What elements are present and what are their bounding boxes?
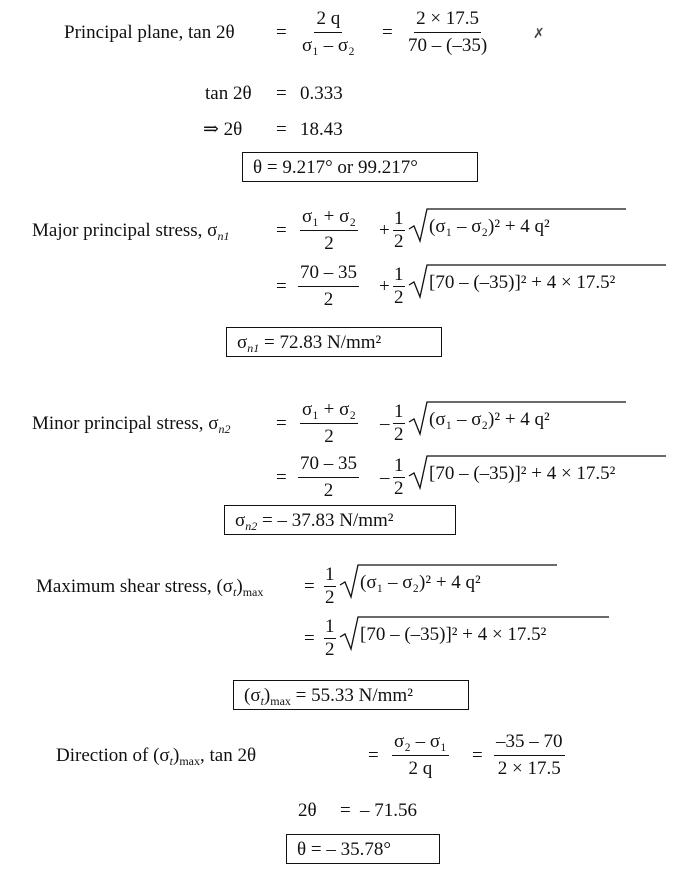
fraction-numerator: 1	[325, 616, 335, 637]
major-principal-fraction	[300, 206, 358, 255]
fraction-denominator: 2	[325, 639, 335, 660]
max-shear-line2-half	[324, 617, 336, 660]
result-symbol: (σ	[244, 685, 261, 706]
minor-principal-sqrt-icon	[407, 398, 627, 438]
result-value: = 72.83 N/mm²	[259, 332, 382, 353]
fraction-numerator: σ₁ + σ₂	[300, 206, 358, 231]
direction-equals: =	[368, 745, 379, 766]
principal-plane-label: Principal plane, tan 2θ	[64, 22, 235, 43]
fraction-numerator: 2 q	[314, 8, 342, 33]
max-shear-result-box	[233, 680, 469, 710]
minor-principal-label	[32, 413, 231, 435]
tan-line-equals: =	[276, 83, 287, 104]
radicand: (σ₁ – σ₂)² + 4 q²	[429, 409, 550, 430]
major-principal-result-box	[226, 327, 442, 357]
max-shear-sqrt-icon	[338, 561, 558, 601]
minor-principal-line2-sqrt-icon	[407, 452, 667, 492]
result-value: = 55.33 N/mm²	[290, 685, 413, 706]
result-symbol: σ	[237, 332, 248, 353]
tan-line-lhs: tan 2θ	[205, 83, 252, 104]
label-text: Minor principal stress, σ	[32, 413, 219, 434]
minor-principal-minus: –	[380, 413, 390, 434]
max-shear-equals: =	[304, 576, 315, 597]
label-close-paren: )	[173, 745, 180, 766]
fraction-numerator: 1	[325, 564, 335, 585]
label-subscript-max: max	[179, 754, 200, 768]
label-subscript-max: max	[242, 585, 264, 599]
result-value: = – 37.83 N/mm²	[257, 510, 394, 531]
direction-equals-2: =	[472, 745, 483, 766]
radicand: (σ₁ – σ₂)² + 4 q²	[429, 216, 550, 237]
fraction-denominator: 2	[394, 231, 404, 252]
major-principal-line2-fraction	[298, 262, 359, 311]
two-theta-rhs: 18.43	[300, 119, 343, 140]
result-subscript: n1	[247, 341, 260, 355]
major-principal-line2-plus: +	[379, 276, 390, 297]
tan-line-rhs: 0.333	[300, 83, 343, 104]
minor-principal-line2-half	[393, 456, 405, 499]
radicand: [70 – (–35)]² + 4 × 17.5²	[360, 624, 547, 645]
fraction-numerator: 2 × 17.5	[414, 8, 481, 33]
major-principal-line2-equals: =	[276, 276, 287, 297]
fraction-denominator: 2	[394, 287, 404, 308]
label-text: Maximum shear stress, (σ	[36, 576, 234, 597]
radicand: [70 – (–35)]² + 4 × 17.5²	[429, 272, 616, 293]
major-principal-label	[32, 220, 229, 242]
major-principal-sqrt-icon	[407, 205, 627, 245]
fraction-numerator: 70 – 35	[298, 262, 359, 287]
fraction-denominator: 2	[325, 587, 335, 608]
minor-principal-fraction	[300, 399, 358, 448]
major-principal-line2-sqrt-icon	[407, 261, 667, 301]
minor-principal-result-box	[224, 505, 456, 535]
minor-principal-equals: =	[276, 413, 287, 434]
result-symbol: σ	[235, 510, 246, 531]
fraction-denominator: 2	[323, 480, 334, 501]
label-subscript-t: t	[169, 754, 173, 768]
max-shear-line2-equals: =	[304, 628, 315, 649]
label-close-paren: )	[236, 576, 243, 597]
direction-line2-lhs: 2θ	[298, 800, 317, 821]
fraction-numerator: 1	[394, 208, 404, 229]
theta-result-box: θ = 9.217° or 99.217°	[242, 152, 478, 182]
max-shear-half	[324, 565, 336, 608]
minor-principal-line2-equals: =	[276, 467, 287, 488]
label-text: Major principal stress, σ	[32, 220, 218, 241]
two-theta-lhs: ⇒ 2θ	[203, 119, 243, 140]
max-shear-label	[36, 576, 263, 598]
fraction-numerator: σ₁ + σ₂	[300, 399, 358, 424]
direction-result-box: θ = – 35.78°	[286, 834, 440, 864]
fraction-numerator: 1	[394, 264, 404, 285]
fraction-numerator: 1	[394, 455, 404, 476]
major-principal-line2-half	[393, 265, 405, 308]
result-subscript: n2	[245, 519, 258, 533]
direction-fraction-1	[392, 731, 449, 780]
fraction-denominator: σ₁ – σ₂	[302, 35, 355, 56]
principal-plane-equals-2: =	[382, 22, 393, 43]
fraction-denominator: 2	[394, 424, 404, 445]
direction-line2-rhs: – 71.56	[360, 800, 417, 821]
fraction-denominator: 2 × 17.5	[497, 758, 561, 779]
direction-line2-equals: =	[340, 800, 351, 821]
radicand: [70 – (–35)]² + 4 × 17.5²	[429, 463, 616, 484]
label-subscript-t: t	[233, 585, 237, 599]
pen-mark-icon: ✗	[533, 27, 545, 42]
fraction-denominator: 70 – (–35)	[408, 35, 488, 56]
fraction-denominator: 2	[324, 233, 334, 254]
direction-fraction-2	[494, 731, 565, 780]
result-subscript-max: max	[270, 694, 291, 708]
max-shear-line2-sqrt-icon	[338, 613, 610, 653]
minor-principal-line2-fraction	[298, 453, 359, 502]
major-principal-half	[393, 209, 405, 252]
fraction-numerator: –35 – 70	[494, 731, 565, 756]
radicand: (σ₁ – σ₂)² + 4 q²	[360, 572, 481, 593]
result-subscript-t: t	[260, 694, 264, 708]
fraction-denominator: 2	[323, 289, 334, 310]
fraction-numerator: σ₂ – σ₁	[392, 731, 449, 756]
label-subscript: n2	[218, 422, 231, 436]
fraction-denominator: 2	[394, 478, 404, 499]
fraction-denominator: 2	[324, 426, 334, 447]
principal-plane-equals: =	[276, 22, 287, 43]
two-theta-equals: =	[276, 119, 287, 140]
label-text: Direction of (σ	[56, 745, 170, 766]
label-subscript: n1	[217, 229, 230, 243]
major-principal-equals: =	[276, 220, 287, 241]
principal-plane-fraction-2	[406, 8, 489, 57]
minor-principal-line2-minus: –	[380, 467, 390, 488]
fraction-denominator: 2 q	[408, 758, 433, 779]
major-principal-plus: +	[379, 220, 390, 241]
fraction-numerator: 1	[394, 401, 404, 422]
label-tail: , tan 2θ	[200, 745, 257, 766]
result-close-paren: )	[263, 685, 271, 706]
principal-plane-fraction-1	[300, 8, 357, 57]
minor-principal-half	[393, 402, 405, 445]
direction-label	[56, 745, 256, 767]
fraction-numerator: 70 – 35	[298, 453, 359, 478]
